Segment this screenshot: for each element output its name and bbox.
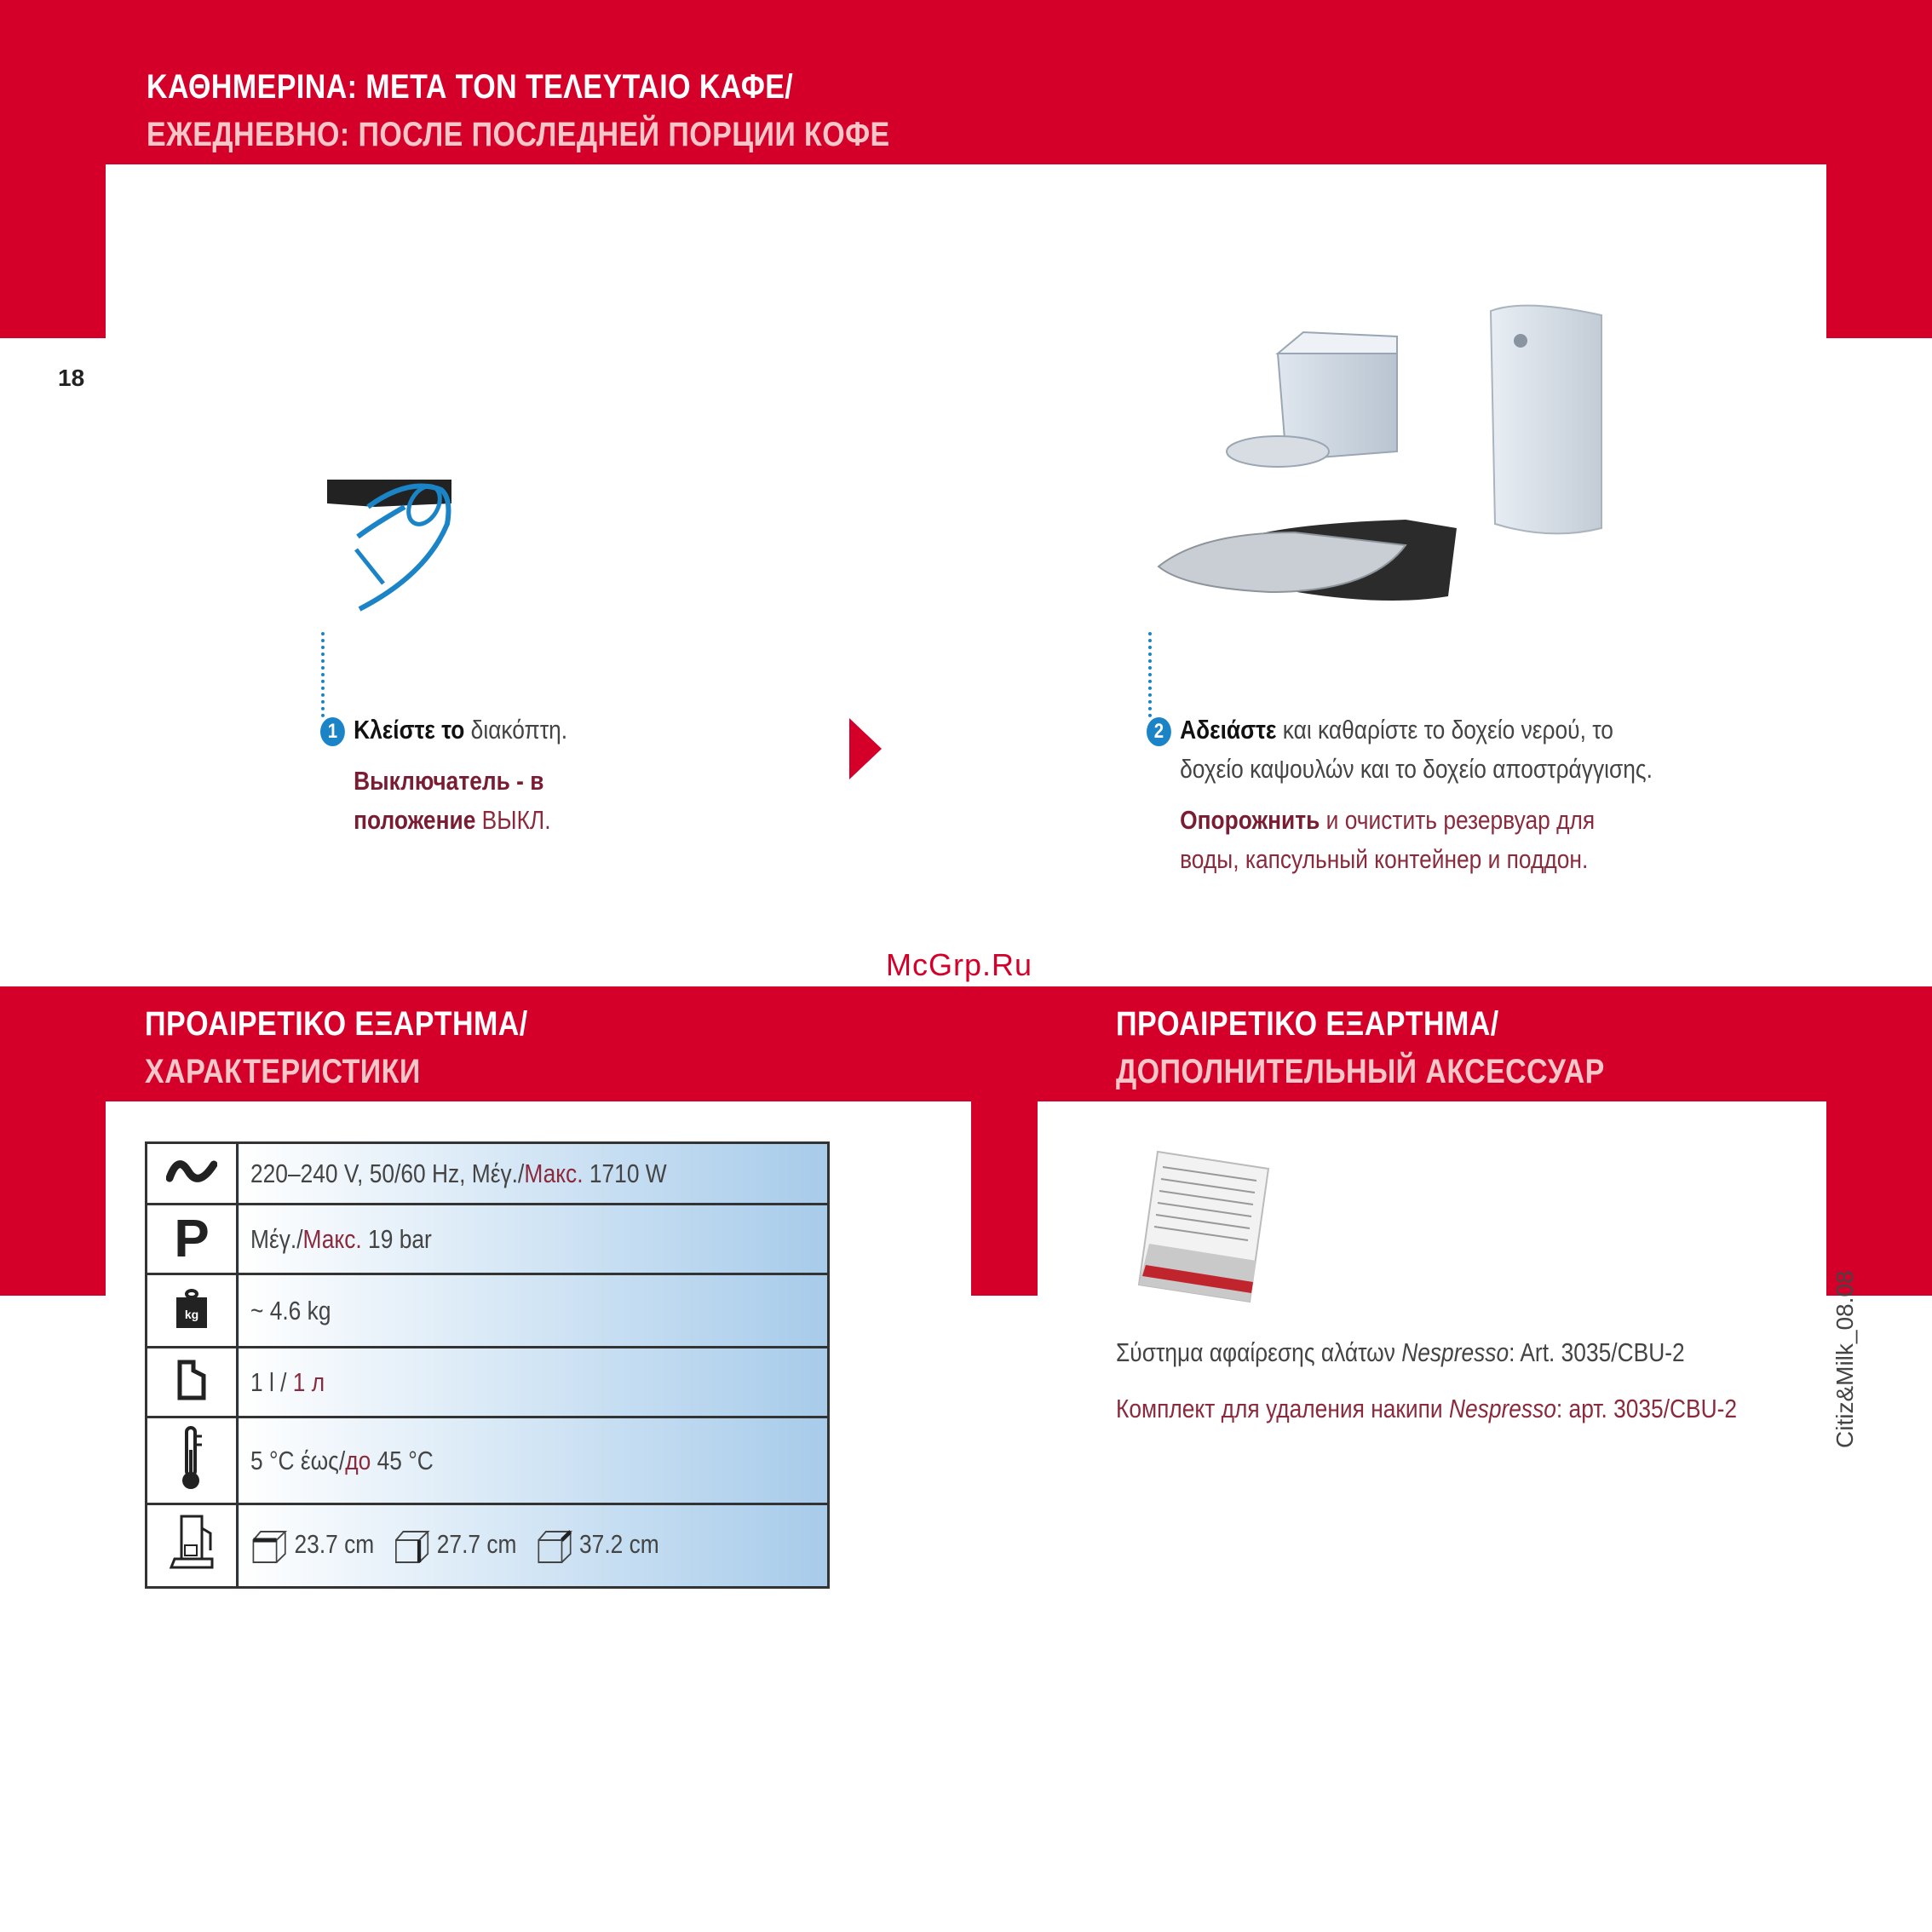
accessory-greek-a: Σύστημα αφαίρεσης αλάτων [1116,1337,1402,1367]
step-1-number: 1 [320,717,345,746]
pressure-p-icon: P [147,1205,238,1274]
step-1-leader-line [321,632,325,717]
step-2-leader-line [1148,632,1152,717]
pressure-text-a: Μέγ./ [250,1223,303,1254]
descaling-kit-sachet-image [1137,1150,1274,1303]
containers-illustration [1150,302,1627,643]
temperature-text-a: 5 °C έως/ [250,1445,346,1475]
accessory-title-greek: ΠΡΟΑΙΡΕΤΙΚΟ ΕΞΑΡΤΗΜΑ/ [1116,1005,1499,1043]
step-1-russian [320,762,567,840]
spec-title-russian: ХАРАКТЕРИСТИКИ [145,1053,421,1090]
step-1-russian-bold-2: положение [354,805,476,835]
step-2-greek-line-2: δοχείο καψουλών και το δοχείο αποστράγγισης. [1180,754,1653,784]
step-2-greek-rest-1: και καθαρίστε το δοχείο νερού, το [1276,715,1613,745]
page-number: 18 [58,365,85,391]
spec-dimensions-value [238,1504,829,1588]
top-title-russian: ЕЖЕДНЕВНО: ПОСЛЕ ПОСЛЕДНЕЙ ПОРЦИИ КОФЕ [147,116,890,153]
dimension-height: 27.7 cm [436,1528,517,1559]
spec-title-greek: ΠΡΟΑΙΡΕΤΙΚΟ ΕΞΑΡΤΗΜΑ/ [145,1005,528,1043]
height-dimension-icon [393,1528,430,1564]
top-right-red-side [1826,164,1932,338]
spec-row-dimensions [147,1504,829,1588]
temperature-text-b: 45 °C [371,1445,434,1475]
spec-weight-value [238,1274,829,1348]
step-2-russian-bold: Опорожнить [1180,805,1320,835]
top-left-red-side [0,164,106,338]
temperature-text-ru: до [345,1445,371,1475]
step-2-number: 2 [1147,717,1171,746]
accessory-greek-line [1116,1337,1685,1368]
step-1 [320,710,567,840]
accessory-title-russian: ДОПОЛНИТЕЛЬНЫЙ АКСЕССУАР [1116,1053,1605,1090]
document-code: Citiz&Milk_08.08 [1831,1270,1858,1448]
pressure-text-ru: Макс. [302,1223,362,1254]
spec-pressure-value [238,1205,829,1274]
spec-row-temperature [147,1417,829,1504]
step-1-greek [320,710,567,750]
spec-power-value [238,1143,829,1205]
power-text-a: 220–240 V, 50/60 Hz, Μέγ./ [250,1158,525,1188]
thermometer-icon [147,1417,238,1504]
lower-right-red-side [1826,1101,1932,1296]
power-wave-icon [147,1143,238,1205]
accessory-russian-brand: Nespresso [1448,1394,1556,1423]
capacity-text-ru: 1 л [292,1366,325,1397]
step-2 [1147,710,1653,879]
spec-row-pressure [147,1205,829,1274]
lower-left-red-side [0,1101,106,1296]
lower-middle-red-left [971,1101,1038,1296]
machine-dimensions-icon [147,1504,238,1588]
spec-table [145,1141,830,1589]
accessory-section-title [1116,1000,1605,1095]
depth-dimension-icon [535,1528,572,1564]
spec-capacity-value [238,1348,829,1417]
width-dimension-icon [250,1528,288,1564]
step-2-greek [1147,710,1653,750]
capacity-text-a: 1 l / [250,1366,293,1397]
weight-icon-label: kg [176,1297,207,1328]
spec-row-weight [147,1274,829,1348]
step-2-greek-bold: Αδειάστε [1180,715,1277,745]
accessory-russian-b: : арт. 3035/CBU-2 [1555,1394,1738,1423]
step-2-russian [1147,801,1653,879]
accessory-russian-line [1116,1394,1737,1424]
step-1-russian-bold-1: Выключатель - в [354,766,544,796]
step-1-greek-rest: διακόπτη. [464,715,568,745]
top-title-greek: ΚΑΘΗΜΕΡΙΝΑ: ΜΕΤΑ ΤΟΝ ΤΕΛΕΥΤΑΙΟ ΚΑΦΕ/ [147,68,794,106]
step-2-russian-rest-2: воды, капсульный контейнер и поддон. [1180,844,1589,874]
dimension-width: 23.7 cm [294,1528,375,1559]
accessory-greek-brand: Nespresso [1401,1337,1509,1367]
accessory-greek-b: : Art. 3035/CBU-2 [1509,1337,1685,1367]
spec-temperature-value [238,1417,829,1504]
step-2-russian-rest-1: и очистить резервуар для [1320,805,1596,835]
next-step-arrow [849,718,882,779]
step-1-greek-bold: Κλείστε το [354,715,465,745]
top-section-title [147,63,890,158]
step-1-russian-rest: ВЫКЛ. [475,805,551,835]
accessory-russian-a: Комплект для удаления накипи [1116,1394,1449,1423]
weight-text: ~ 4.6 kg [250,1295,331,1325]
finger-pressing-switch-illustration [324,473,469,618]
weight-icon [147,1274,238,1348]
power-text-b: 1710 W [583,1158,667,1188]
dimension-depth: 37.2 cm [579,1528,659,1559]
pressure-text-b: 19 bar [361,1223,432,1254]
spec-section-title [145,1000,528,1095]
spec-row-capacity [147,1348,829,1417]
water-tank-icon [147,1348,238,1417]
spec-row-power [147,1143,829,1205]
power-text-ru: Макс. [524,1158,584,1188]
watermark: McGrp.Ru [886,947,1033,982]
